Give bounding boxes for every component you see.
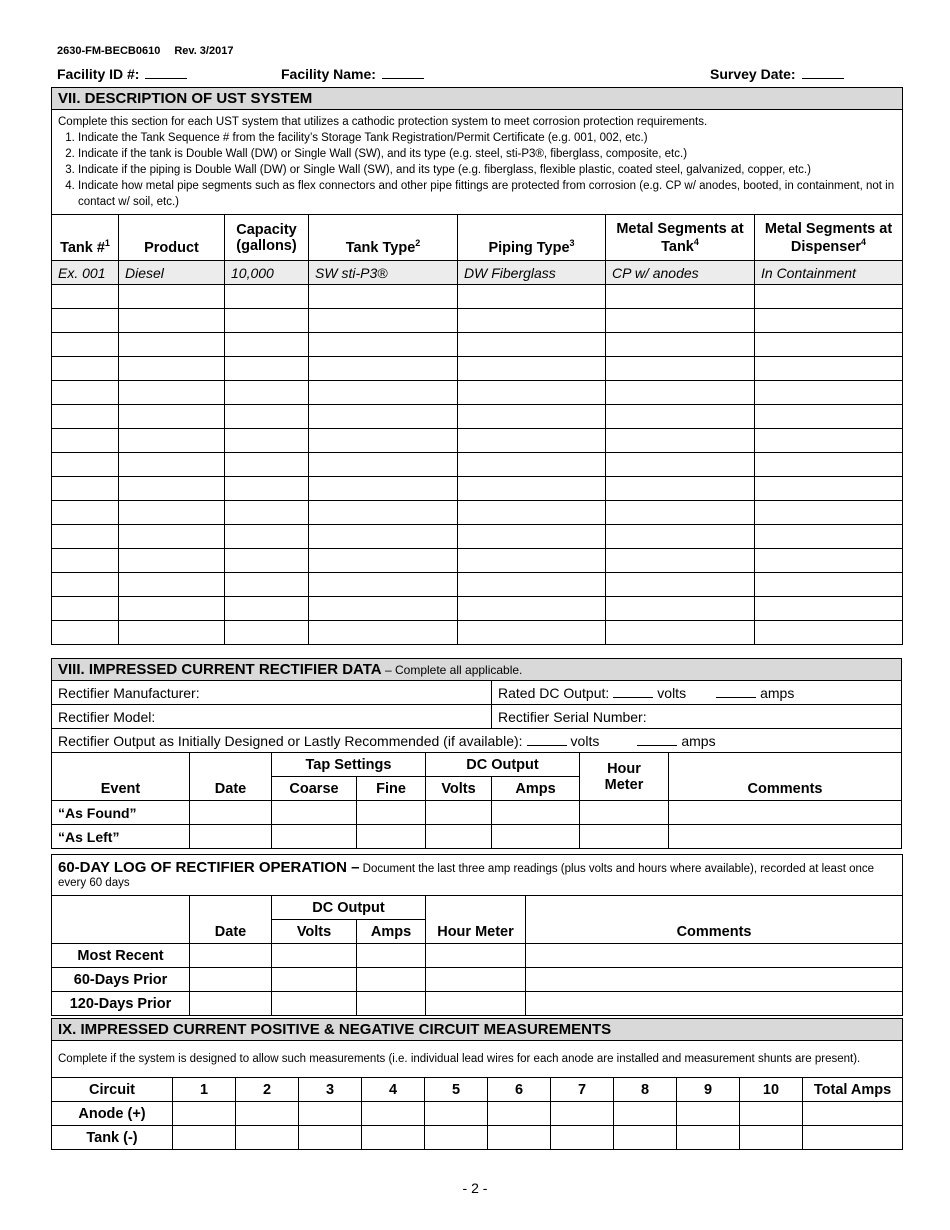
ust-cell[interactable] xyxy=(119,309,225,333)
ust-cell[interactable] xyxy=(225,621,309,645)
cell[interactable] xyxy=(190,992,272,1016)
ust-cell[interactable] xyxy=(309,309,458,333)
ust-cell[interactable] xyxy=(225,429,309,453)
ust-row xyxy=(52,453,903,477)
rated-dc-output-field[interactable]: Rated DC Output: volts amps xyxy=(492,681,902,705)
circuit-cell[interactable] xyxy=(173,1102,236,1126)
ust-cell[interactable] xyxy=(309,453,458,477)
facility-name-label: Facility Name: xyxy=(281,66,376,82)
ust-cell[interactable] xyxy=(119,285,225,309)
ust-cell[interactable] xyxy=(52,477,119,501)
ust-cell[interactable] xyxy=(458,549,606,573)
circuit-number: 7 xyxy=(551,1078,614,1102)
cell[interactable] xyxy=(526,992,903,1016)
col-capacity: Capacity (gallons) xyxy=(225,215,309,261)
as-left-label: “As Left” xyxy=(52,825,190,849)
ust-cell[interactable] xyxy=(755,549,903,573)
ust-row xyxy=(52,525,903,549)
log-row xyxy=(52,944,903,968)
ust-cell[interactable] xyxy=(225,453,309,477)
cell[interactable] xyxy=(190,944,272,968)
facility-id-blank[interactable] xyxy=(145,66,187,79)
cell[interactable] xyxy=(426,992,526,1016)
cell[interactable] xyxy=(669,801,902,825)
circuit-cell[interactable] xyxy=(362,1102,425,1126)
ust-cell[interactable] xyxy=(309,285,458,309)
ust-cell[interactable] xyxy=(458,597,606,621)
ust-cell[interactable] xyxy=(119,453,225,477)
ust-cell[interactable] xyxy=(52,597,119,621)
ust-cell[interactable] xyxy=(52,501,119,525)
circuit-cell[interactable] xyxy=(362,1126,425,1150)
instruction-4: 4. Indicate how metal pipe segments such as flex connectors and other pipe fittings are protected from corrosion (e.g. CP w/ anodes, booted, in containment, not in contact w/ soil, etc.) xyxy=(78,178,896,210)
cell[interactable] xyxy=(272,825,357,849)
ust-cell[interactable] xyxy=(52,453,119,477)
ust-row xyxy=(52,285,903,309)
circuit-cell[interactable] xyxy=(551,1126,614,1150)
cell[interactable] xyxy=(492,801,580,825)
circuit-number: 2 xyxy=(236,1078,299,1102)
log-title: 60-DAY LOG OF RECTIFIER OPERATION – Document the last three amp readings (plus volts and hours where available), recorded at least once every 60 days xyxy=(52,855,903,896)
ust-cell[interactable] xyxy=(606,525,755,549)
ust-cell[interactable] xyxy=(119,549,225,573)
circuit-cell[interactable] xyxy=(488,1126,551,1150)
section-9-table xyxy=(51,1018,903,1150)
ust-cell[interactable] xyxy=(119,477,225,501)
section-9-note: Complete if the system is designed to allow such measurements (i.e. individual lead wires for each anode are installed and measurement shunts are present). xyxy=(52,1041,903,1078)
circuit-cell[interactable] xyxy=(236,1102,299,1126)
ust-cell[interactable] xyxy=(225,501,309,525)
ust-cell[interactable] xyxy=(606,597,755,621)
log-col-amps: Amps xyxy=(357,920,426,944)
cell[interactable] xyxy=(190,825,272,849)
tank-row xyxy=(52,1126,903,1150)
ust-cell[interactable] xyxy=(755,477,903,501)
ust-cell[interactable] xyxy=(755,357,903,381)
circuit-number: 5 xyxy=(425,1078,488,1102)
circuit-cell[interactable] xyxy=(488,1102,551,1126)
ust-cell[interactable] xyxy=(52,573,119,597)
rectifier-serial-field[interactable]: Rectifier Serial Number: xyxy=(492,705,902,729)
circuit-number: 3 xyxy=(299,1078,362,1102)
ust-cell[interactable] xyxy=(309,333,458,357)
ust-cell[interactable] xyxy=(755,405,903,429)
col-tank-type: Tank Type$^2$ xyxy=(309,215,458,261)
ust-row xyxy=(52,549,903,573)
circuit-number: 4 xyxy=(362,1078,425,1102)
ust-cell[interactable] xyxy=(52,381,119,405)
log-blank-header xyxy=(52,896,190,944)
example-capacity: 10,000 xyxy=(225,261,309,285)
ust-cell[interactable] xyxy=(755,501,903,525)
col-event: Event xyxy=(52,753,190,801)
ust-cell[interactable] xyxy=(225,357,309,381)
ust-cell[interactable] xyxy=(309,549,458,573)
ust-cell[interactable] xyxy=(225,477,309,501)
log-col-comments: Comments xyxy=(526,896,903,944)
ust-cell[interactable] xyxy=(309,477,458,501)
circuit-number: 8 xyxy=(614,1078,677,1102)
as-found-row xyxy=(52,801,902,825)
circuit-cell[interactable] xyxy=(299,1126,362,1150)
ust-row xyxy=(52,333,903,357)
cell[interactable] xyxy=(272,992,357,1016)
ust-cell[interactable] xyxy=(606,333,755,357)
section-7-instructions xyxy=(52,110,903,215)
ust-cell[interactable] xyxy=(119,597,225,621)
ust-cell[interactable] xyxy=(606,357,755,381)
example-metal-dispenser: In Containment xyxy=(755,261,903,285)
as-found-label: “As Found” xyxy=(52,801,190,825)
ust-cell[interactable] xyxy=(755,309,903,333)
cell[interactable] xyxy=(357,801,426,825)
survey-date-blank[interactable] xyxy=(802,66,844,79)
example-tank-type: SW sti-P3® xyxy=(309,261,458,285)
col-date: Date xyxy=(190,753,272,801)
col-dc-output: DC Output xyxy=(426,753,580,777)
circuit-cell[interactable] xyxy=(425,1102,488,1126)
col-product: Product xyxy=(119,215,225,261)
ust-cell[interactable] xyxy=(606,405,755,429)
anode-label: Anode (+) xyxy=(52,1102,173,1126)
ust-cell[interactable] xyxy=(119,573,225,597)
section-8-table xyxy=(51,658,902,849)
cell[interactable] xyxy=(272,944,357,968)
cell[interactable] xyxy=(357,944,426,968)
circuit-cell[interactable] xyxy=(803,1102,903,1126)
ust-cell[interactable] xyxy=(119,429,225,453)
ust-cell[interactable] xyxy=(119,381,225,405)
ust-cell[interactable] xyxy=(755,333,903,357)
ust-cell[interactable] xyxy=(755,453,903,477)
example-tank: Ex. 001 xyxy=(52,261,119,285)
circuit-number: 9 xyxy=(677,1078,740,1102)
circuit-number: 10 xyxy=(740,1078,803,1102)
circuit-cell[interactable] xyxy=(677,1126,740,1150)
ust-cell[interactable] xyxy=(458,333,606,357)
cell[interactable] xyxy=(190,801,272,825)
ust-cell[interactable] xyxy=(755,525,903,549)
ust-cell[interactable] xyxy=(755,621,903,645)
ust-cell[interactable] xyxy=(309,381,458,405)
cell[interactable] xyxy=(272,968,357,992)
ust-cell[interactable] xyxy=(458,477,606,501)
ust-cell[interactable] xyxy=(225,549,309,573)
circuit-cell[interactable] xyxy=(614,1126,677,1150)
ust-row xyxy=(52,309,903,333)
ust-cell[interactable] xyxy=(755,429,903,453)
section-9-title: IX. IMPRESSED CURRENT POSITIVE & NEGATIVE CIRCUIT MEASUREMENTS xyxy=(52,1019,903,1041)
col-metal-tank: Metal Segments at Tank$^4$ xyxy=(606,215,755,261)
cell[interactable] xyxy=(580,825,669,849)
ust-cell[interactable] xyxy=(52,429,119,453)
circuit-cell[interactable] xyxy=(173,1126,236,1150)
facility-id-label: Facility ID #: xyxy=(57,66,140,82)
col-amps: Amps xyxy=(492,777,580,801)
ust-cell[interactable] xyxy=(309,405,458,429)
circuit-cell[interactable] xyxy=(551,1102,614,1126)
section-7-table xyxy=(51,87,903,645)
ust-row xyxy=(52,405,903,429)
instruction-3: 3. Indicate if the piping is Double Wall (DW) or Single Wall (SW), and its type (e.g. fiberglass, flexible plastic, coated steel, galvanized, copper, etc.) xyxy=(78,162,896,178)
section-7-title: VII. DESCRIPTION OF UST SYSTEM xyxy=(52,88,903,110)
circuit-cell[interactable] xyxy=(740,1102,803,1126)
ust-cell[interactable] xyxy=(119,621,225,645)
ust-cell[interactable] xyxy=(119,405,225,429)
ust-cell[interactable] xyxy=(119,333,225,357)
ust-cell[interactable] xyxy=(225,597,309,621)
ust-cell[interactable] xyxy=(755,285,903,309)
ust-row xyxy=(52,501,903,525)
page-number: - 2 - xyxy=(462,1180,488,1196)
rectifier-model-field[interactable]: Rectifier Model: xyxy=(52,705,492,729)
ust-cell[interactable] xyxy=(225,525,309,549)
ust-cell[interactable] xyxy=(225,285,309,309)
log-col-volts: Volts xyxy=(272,920,357,944)
ust-cell[interactable] xyxy=(119,525,225,549)
col-tap-settings: Tap Settings xyxy=(272,753,426,777)
section-8-title: VIII. IMPRESSED CURRENT RECTIFIER DATA – Complete all applicable. xyxy=(52,659,902,681)
col-fine: Fine xyxy=(357,777,426,801)
ust-cell[interactable] xyxy=(309,501,458,525)
ust-cell[interactable] xyxy=(52,357,119,381)
ust-cell[interactable] xyxy=(119,501,225,525)
cell[interactable] xyxy=(426,968,526,992)
ust-cell[interactable] xyxy=(225,381,309,405)
log-row-label: 120-Days Prior xyxy=(52,992,190,1016)
cell[interactable] xyxy=(426,801,492,825)
cell[interactable] xyxy=(357,825,426,849)
circuit-cell[interactable] xyxy=(614,1102,677,1126)
ust-cell[interactable] xyxy=(309,621,458,645)
ust-cell[interactable] xyxy=(606,285,755,309)
example-product: Diesel xyxy=(119,261,225,285)
circuit-number: 1 xyxy=(173,1078,236,1102)
instruction-1: 1. Indicate the Tank Sequence # from the facility’s Storage Tank Registration/Permit Certificate (e.g. 001, 002, etc.) xyxy=(78,130,896,146)
ust-cell[interactable] xyxy=(606,381,755,405)
ust-row xyxy=(52,357,903,381)
cell[interactable] xyxy=(272,801,357,825)
cell[interactable] xyxy=(426,944,526,968)
ust-row xyxy=(52,477,903,501)
circuit-cell[interactable] xyxy=(803,1126,903,1150)
as-left-row xyxy=(52,825,902,849)
ust-cell[interactable] xyxy=(606,477,755,501)
log-row xyxy=(52,968,903,992)
ust-cell[interactable] xyxy=(606,501,755,525)
ust-cell[interactable] xyxy=(225,405,309,429)
ust-cell[interactable] xyxy=(458,309,606,333)
circuit-cell[interactable] xyxy=(425,1126,488,1150)
ust-cell[interactable] xyxy=(309,525,458,549)
ust-cell[interactable] xyxy=(52,525,119,549)
ust-row xyxy=(52,597,903,621)
circuit-cell[interactable] xyxy=(236,1126,299,1150)
ust-cell[interactable] xyxy=(755,381,903,405)
ust-cell[interactable] xyxy=(52,405,119,429)
ust-cell[interactable] xyxy=(458,429,606,453)
total-amps-label: Total Amps xyxy=(803,1078,903,1102)
ust-cell[interactable] xyxy=(119,357,225,381)
ust-cell[interactable] xyxy=(309,597,458,621)
cell[interactable] xyxy=(580,801,669,825)
ust-cell[interactable] xyxy=(458,285,606,309)
ust-cell[interactable] xyxy=(606,429,755,453)
ust-row xyxy=(52,429,903,453)
cell[interactable] xyxy=(357,968,426,992)
facility-name-blank[interactable] xyxy=(382,66,424,79)
ust-cell[interactable] xyxy=(309,357,458,381)
col-piping-type: Piping Type$^3$ xyxy=(458,215,606,261)
ust-cell[interactable] xyxy=(606,549,755,573)
cell[interactable] xyxy=(526,968,903,992)
ust-cell[interactable] xyxy=(755,597,903,621)
cell[interactable] xyxy=(492,825,580,849)
col-coarse: Coarse xyxy=(272,777,357,801)
ust-cell[interactable] xyxy=(309,573,458,597)
example-row xyxy=(52,261,903,285)
log-col-date: Date xyxy=(190,896,272,944)
col-comments: Comments xyxy=(669,753,902,801)
ust-cell[interactable] xyxy=(606,453,755,477)
ust-cell[interactable] xyxy=(606,621,755,645)
col-volts: Volts xyxy=(426,777,492,801)
log-row-label: 60-Days Prior xyxy=(52,968,190,992)
ust-cell[interactable] xyxy=(458,453,606,477)
log-table xyxy=(51,854,903,1016)
facility-id-field[interactable] xyxy=(57,66,187,82)
ust-cell[interactable] xyxy=(52,285,119,309)
ust-cell[interactable] xyxy=(225,333,309,357)
ust-cell[interactable] xyxy=(52,333,119,357)
survey-date-field[interactable] xyxy=(710,66,844,82)
ust-row xyxy=(52,381,903,405)
ust-cell[interactable] xyxy=(606,309,755,333)
ust-cell[interactable] xyxy=(458,381,606,405)
ust-cell[interactable] xyxy=(755,573,903,597)
form-revision: Rev. 3/2017 xyxy=(174,45,234,57)
facility-name-field[interactable] xyxy=(281,66,424,82)
ust-cell[interactable] xyxy=(458,525,606,549)
circuit-number: 6 xyxy=(488,1078,551,1102)
form-number: 2630-FM-BECB0610 xyxy=(57,45,161,57)
tank-label: Tank (-) xyxy=(52,1126,173,1150)
survey-date-label: Survey Date: xyxy=(710,66,796,82)
rectifier-design-output-field[interactable]: Rectifier Output as Initially Designed or Lastly Recommended (if available): volts amps xyxy=(52,729,902,753)
circuit-cell[interactable] xyxy=(677,1102,740,1126)
circuit-cell[interactable] xyxy=(299,1102,362,1126)
ust-cell[interactable] xyxy=(458,573,606,597)
cell[interactable] xyxy=(669,825,902,849)
ust-cell[interactable] xyxy=(52,621,119,645)
ust-cell[interactable] xyxy=(458,501,606,525)
example-metal-tank: CP w/ anodes xyxy=(606,261,755,285)
example-piping-type: DW Fiberglass xyxy=(458,261,606,285)
circuit-label: Circuit xyxy=(52,1078,173,1102)
ust-cell[interactable] xyxy=(458,357,606,381)
ust-cell[interactable] xyxy=(458,405,606,429)
ust-cell[interactable] xyxy=(225,309,309,333)
form-code xyxy=(57,45,233,57)
ust-cell[interactable] xyxy=(225,573,309,597)
cell[interactable] xyxy=(526,944,903,968)
circuit-cell[interactable] xyxy=(740,1126,803,1150)
cell[interactable] xyxy=(190,968,272,992)
ust-cell[interactable] xyxy=(606,573,755,597)
log-col-dc-output: DC Output xyxy=(272,896,426,920)
log-row-label: Most Recent xyxy=(52,944,190,968)
log-row xyxy=(52,992,903,1016)
instruction-2: 2. Indicate if the tank is Double Wall (DW) or Single Wall (SW), and its type (e.g. steel, sti-P3®, fiberglass, composite, etc.) xyxy=(78,146,896,162)
cell[interactable] xyxy=(426,825,492,849)
ust-cell[interactable] xyxy=(458,621,606,645)
col-metal-dispenser: Metal Segments at Dispenser$^4$ xyxy=(755,215,903,261)
ust-cell[interactable] xyxy=(52,309,119,333)
col-tank: Tank #$^1$ xyxy=(52,215,119,261)
col-hour-meter: Hour Meter xyxy=(580,753,669,801)
rectifier-manufacturer-field[interactable]: Rectifier Manufacturer: xyxy=(52,681,492,705)
ust-cell[interactable] xyxy=(52,549,119,573)
cell[interactable] xyxy=(357,992,426,1016)
anode-row xyxy=(52,1102,903,1126)
log-col-hour-meter: Hour Meter xyxy=(426,896,526,944)
ust-cell[interactable] xyxy=(309,429,458,453)
ust-row xyxy=(52,573,903,597)
section-7-intro: Complete this section for each UST system that utilizes a cathodic protection system to meet corrosion protection requirements. xyxy=(58,116,708,128)
ust-row xyxy=(52,621,903,645)
